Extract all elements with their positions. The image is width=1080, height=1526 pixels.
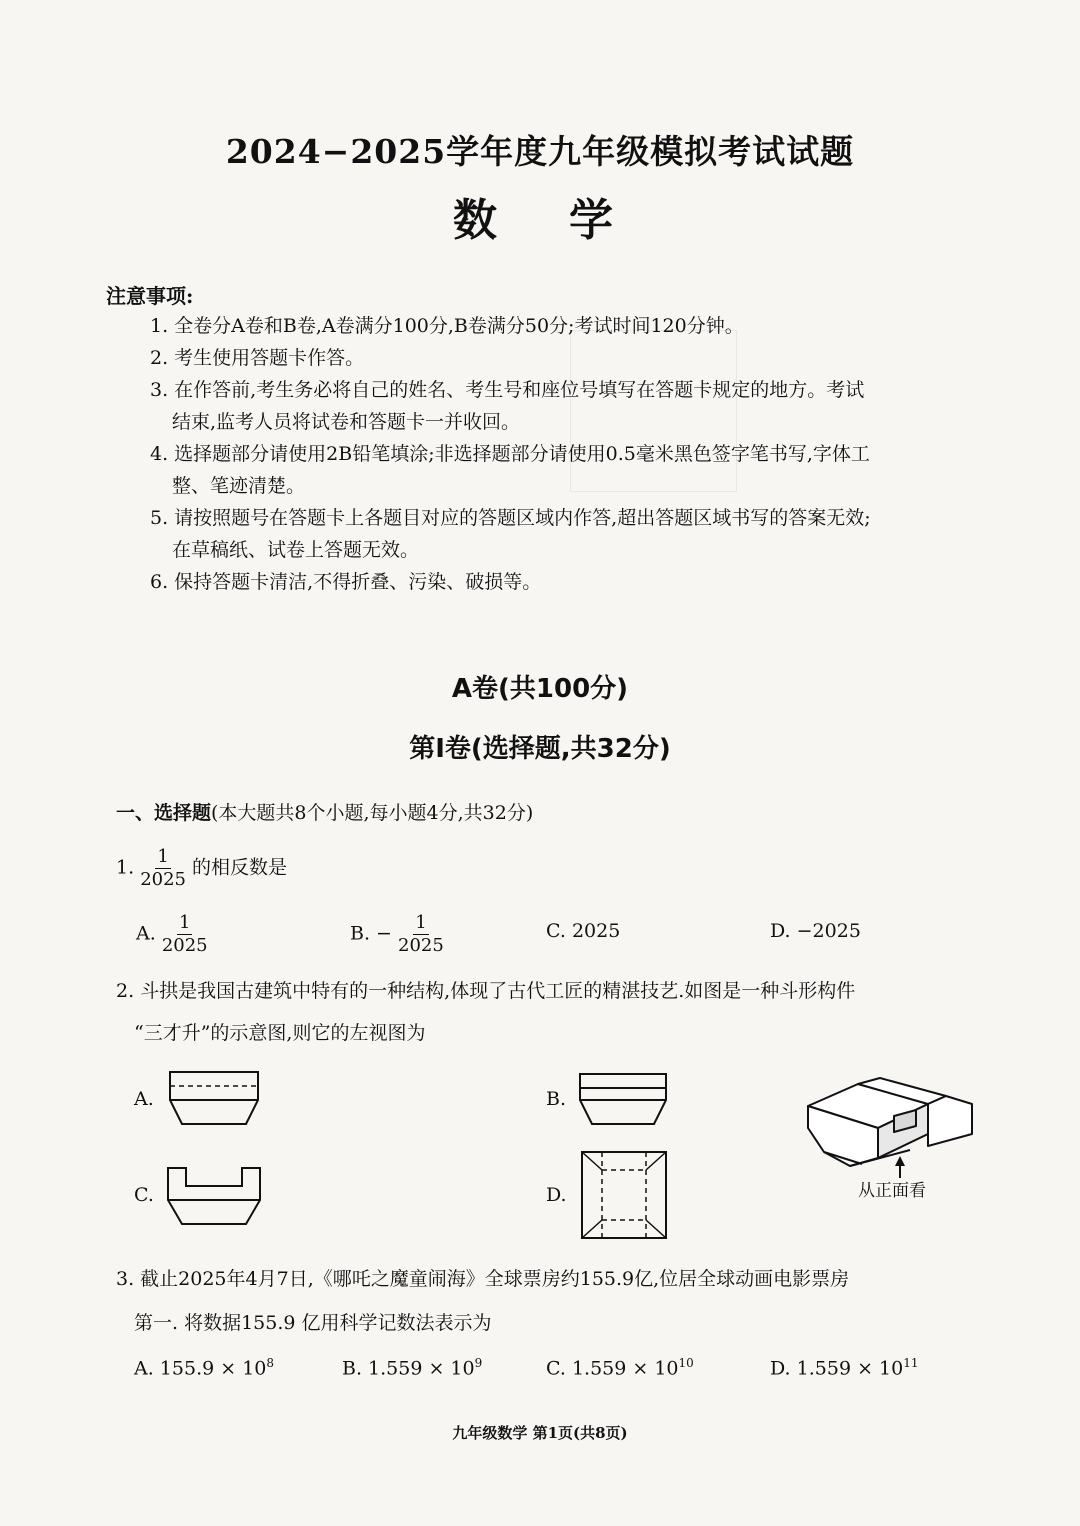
q3-option-c <box>546 1356 694 1379</box>
q1-option-b-den: 2025 <box>398 935 444 956</box>
q1-option-b <box>350 912 444 957</box>
notice-item: 整、笔迹清楚。 <box>172 475 306 497</box>
subject-title: 数 学 <box>453 195 627 246</box>
q3-option-a-base: A. 155.9 × 10 <box>134 1357 267 1380</box>
q1-stem: 的相反数是 <box>192 856 288 879</box>
notice-item: 3. 在作答前,考生务必将自己的姓名、考生号和座位号填写在答题卡规定的地方。考试 <box>150 379 865 401</box>
question-section-desc: (本大题共8个小题,每小题4分,共32分) <box>211 802 534 824</box>
q3-option-d-base: D. 1.559 × 10 <box>770 1357 904 1380</box>
q2-option-d-figure <box>580 1150 668 1240</box>
page-footer: 九年级数学 第1页(共8页) <box>452 1424 628 1442</box>
notice-item: 5. 请按照题号在答题卡上各题目对应的答题区域内作答,超出答题区域书写的答案无效; <box>150 507 871 529</box>
q3-option-d-exp: 11 <box>903 1356 919 1370</box>
notice-item: 结束,监考人员将试卷和答题卡一并收回。 <box>172 411 521 433</box>
q1-option-b-num: 1 <box>415 912 427 933</box>
q1-option-a <box>136 912 208 957</box>
notice-item: 6. 保持答题卡清洁,不得折叠、污染、破损等。 <box>150 571 542 593</box>
q3-option-a <box>134 1356 274 1379</box>
q3-option-d <box>770 1356 919 1379</box>
question-section-title: 一、选择题 <box>116 802 212 824</box>
q1-option-c: C. 2025 <box>546 920 621 942</box>
q1-frac-den: 2025 <box>140 869 186 890</box>
q1-option-a-num: 1 <box>178 912 191 933</box>
exam-title: 2024−2025学年度九年级模拟考试试题 <box>225 132 855 171</box>
notice-list <box>150 310 980 598</box>
q2-option-a-figure <box>168 1070 260 1126</box>
question-section-heading <box>116 798 533 825</box>
q3-option-c-exp: 10 <box>678 1356 694 1370</box>
q1-option-d: D. −2025 <box>770 920 861 942</box>
q3-option-a-exp: 8 <box>266 1356 275 1370</box>
q1-option-b-fraction <box>398 912 444 957</box>
question-1 <box>116 846 287 891</box>
q3-line-1: 3. 截止2025年4月7日,《哪吒之魔童闹海》全球票房约155.9亿,位居全球动画电影票房 <box>116 1268 850 1290</box>
q1-fraction <box>140 846 186 891</box>
view-caption: 从正面看 <box>858 1181 926 1201</box>
notice-item: 在草稿纸、试卷上答题无效。 <box>172 539 420 561</box>
q3-option-c-base: C. 1.559 × 10 <box>546 1357 679 1380</box>
volume-1-heading: 第Ⅰ卷(选择题,共32分) <box>409 734 671 764</box>
q3-option-b <box>342 1356 482 1379</box>
q1-frac-num: 1 <box>157 846 169 867</box>
q1-option-a-fraction <box>162 912 208 957</box>
part-a-heading: A卷(共100分) <box>451 674 629 704</box>
q1-option-a-den: 2025 <box>161 935 208 956</box>
q2-label-b: B. <box>546 1088 567 1110</box>
q1-option-b-label: B. − <box>350 922 392 945</box>
q2-label-a: A. <box>134 1088 154 1110</box>
q1-option-a-label: A. <box>136 922 156 945</box>
q2-option-b-figure <box>578 1072 668 1126</box>
sancaisheng-3d-figure <box>800 1076 980 1186</box>
notice-heading: 注意事项: <box>106 284 194 308</box>
q3-line-2: 第一. 将数据155.9 亿用科学记数法表示为 <box>134 1312 492 1334</box>
notice-item: 2. 考生使用答题卡作答。 <box>150 347 365 369</box>
notice-item: 4. 选择题部分请使用2B铅笔填涂;非选择题部分请使用0.5毫米黑色签字笔书写,字体工 <box>150 443 870 465</box>
q3-option-b-base: B. 1.559 × 10 <box>342 1357 475 1380</box>
notice-item: 1. 全卷分A卷和B卷,A卷满分100分,B卷满分50分;考试时间120分钟。 <box>150 315 744 337</box>
q3-option-b-exp: 9 <box>474 1356 483 1370</box>
q2-option-c-figure <box>166 1166 262 1228</box>
q2-label-d: D. <box>546 1184 567 1206</box>
q2-line-1: 2. 斗拱是我国古建筑中特有的一种结构,体现了古代工匠的精湛技艺.如图是一种斗形构件 <box>116 980 856 1002</box>
bleed-through-table <box>570 330 737 492</box>
q2-line-2: “三才升”的示意图,则它的左视图为 <box>134 1022 426 1044</box>
q1-number: 1. <box>116 856 135 879</box>
q2-label-c: C. <box>134 1184 154 1206</box>
